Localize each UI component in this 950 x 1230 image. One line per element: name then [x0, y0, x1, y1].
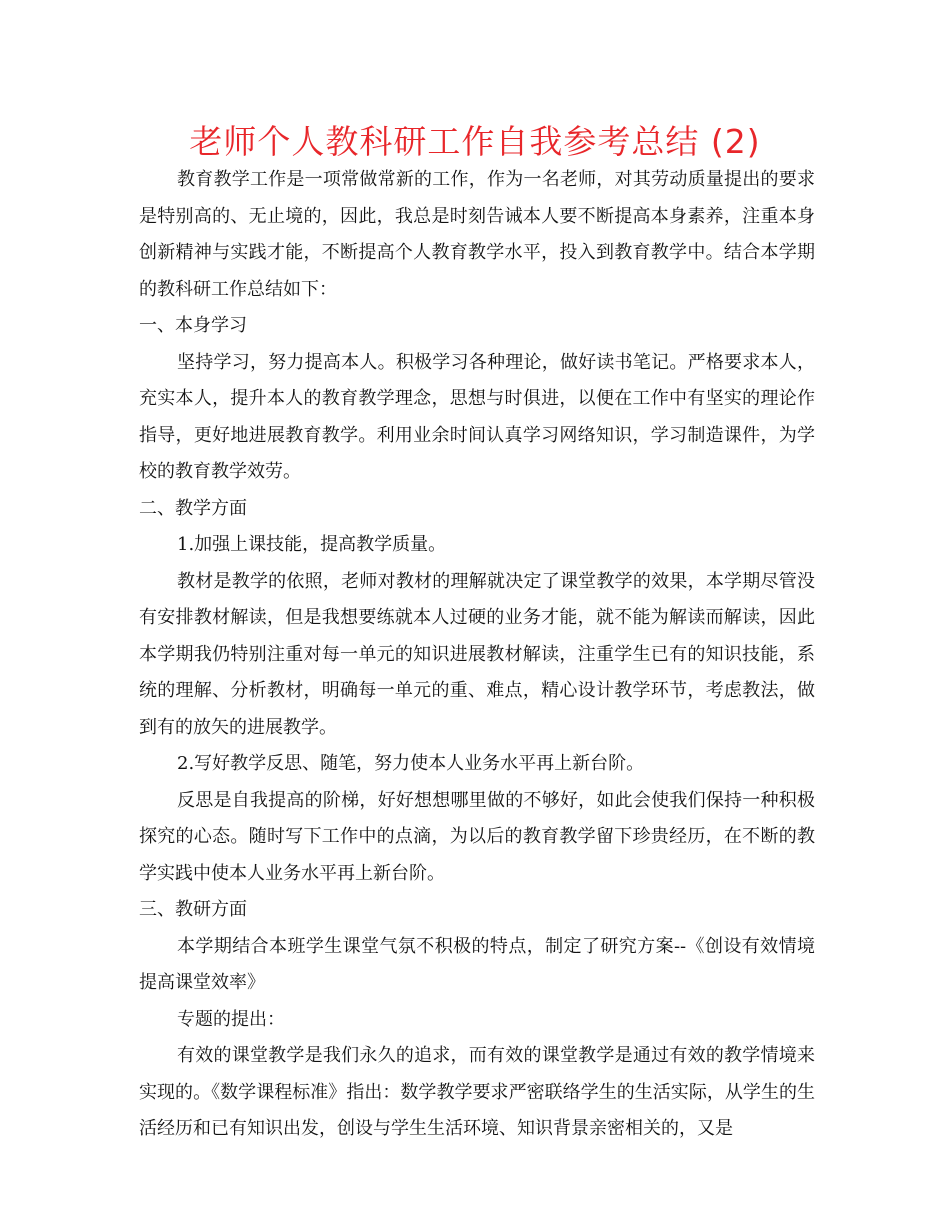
section-heading: 一、本身学习: [139, 315, 247, 336]
document-title: 老师个人教科研工作自我参考总结 (2): [189, 122, 761, 161]
body-paragraph: 专题的提出：: [177, 1008, 285, 1030]
section-heading: 二、教学方面: [139, 497, 247, 519]
body-paragraph: 有效的课堂教学是我们永久的追求，而有效的课堂教学是通过有效的教学情境来实现的。《数学课程标准》指出：数学教学要求严密联络学生的生活实际，从学生的生活经历和已有知识出发，创设与学生生活环境、知识背景亲密相关的，又是: [139, 1045, 815, 1139]
body-paragraph: 1.加强上课技能，提高教学质量。: [177, 534, 447, 555]
body-paragraph: 2.写好教学反思、随笔，努力使本人业务水平再上新台阶。: [177, 753, 645, 774]
body-paragraph: 反思是自我提高的阶梯，好好想想哪里做的不够好，如此会使我们保持一种积极探究的心态。随时写下工作中的点滴，为以后的教育教学留下珍贵经历，在不断的教学实践中使本人业务水平再上新台阶。: [139, 789, 815, 884]
body-paragraph: 教育教学工作是一项常做常新的工作，作为一名老师，对其劳动质量提出的要求是特别高的、无止境的，因此，我总是时刻告诫本人要不断提高本身素养，注重本身创新精神与实践才能，不断提高个人教育教学水平，投入到教育教学中。结合本学期的教科研工作总结如下：: [139, 169, 815, 300]
body-paragraph: 本学期结合本班学生课堂气氛不积极的特点，制定了研究方案--《创设有效情境提高课堂效率》: [139, 935, 815, 993]
body-paragraph: 坚持学习，努力提高本人。积极学习各种理论，做好读书笔记。严格要求本人，充实本人，提升本人的教育教学理念，思想与时俱进，以便在工作中有坚实的理论作指导，更好地进展教育教学。利用业余时间认真学习网络知识，学习制造课件，为学校的教育教学效劳。: [139, 351, 815, 482]
document-body: [139, 162, 815, 1148]
section-heading: 三、教研方面: [139, 899, 247, 920]
body-paragraph: 教材是教学的依照，老师对教材的理解就决定了课堂教学的效果，本学期尽管没有安排教材解读，但是我想要练就本人过硬的业务才能，就不能为解读而解读，因此本学期我仍特别注重对每一单元的知识进展教材解读，注重学生已有的知识技能，系统的理解、分析教材，明确每一单元的重、难点，精心设计教学环节，考虑教法，做到有的放矢的进展教学。: [139, 570, 815, 738]
